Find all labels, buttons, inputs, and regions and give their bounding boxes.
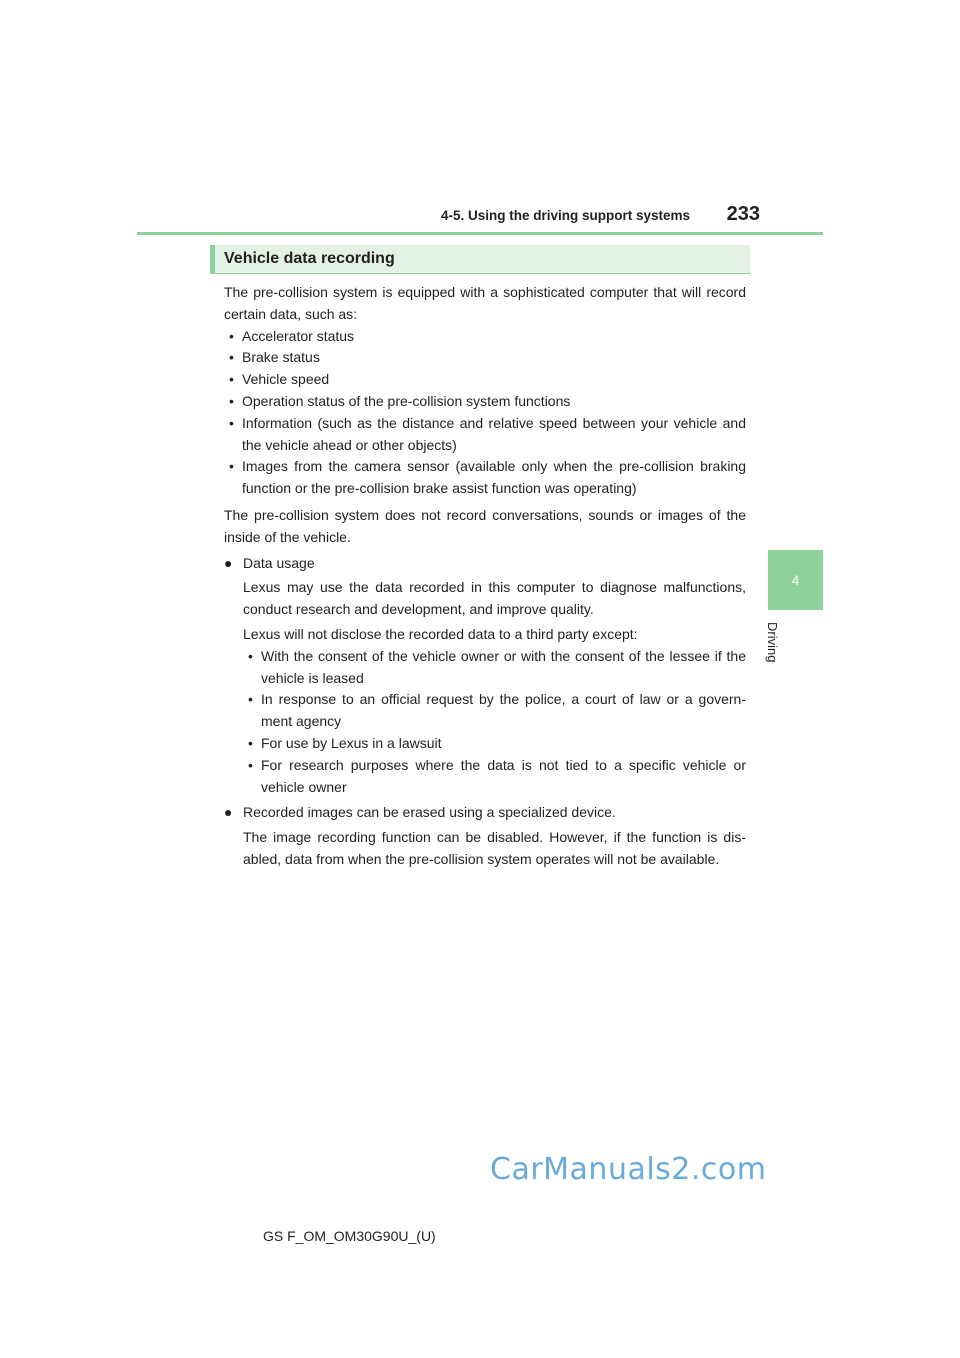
- bullet-dot-icon: ●: [224, 804, 233, 821]
- page-number: 233: [726, 203, 760, 225]
- erase-paragraph: The image recording function can be disabled. However, if the function is dis-abled, data from when the pre-collision system operates will not be available.: [243, 829, 746, 867]
- data-usage-body: [224, 577, 746, 798]
- list-item: • Information (such as the distance and relative speed between your vehicle and the vehicle ahead or other objects): [224, 413, 746, 457]
- intro-paragraph: The pre-collision system is equipped with a sophisticated computer that will record certain data, such as:: [224, 284, 746, 322]
- chapter-number: 4: [791, 572, 800, 588]
- list-item: • Images from the camera sensor (available only when the pre-collision braking function or the pre-collision brake assist function was operating): [224, 456, 746, 500]
- footer-code: GS F_OM_OM30G90U_(U): [263, 1228, 436, 1244]
- section-heading: [210, 245, 750, 273]
- running-header: 4-5. Using the driving support systems: [440, 208, 690, 223]
- section-title: Vehicle data recording: [224, 250, 395, 267]
- no-record-note: The pre-collision system does not record conversations, sounds or images of the inside of the vehicle.: [224, 506, 746, 545]
- bullet-dot-icon: ●: [224, 554, 233, 571]
- chapter-tab: [768, 550, 823, 610]
- header-rule: [137, 232, 823, 235]
- main-content: [224, 282, 746, 871]
- list-item: • For use by Lexus in a lawsuit: [243, 733, 746, 755]
- list-item: • In response to an official request by the police, a court of law or a govern-ment agency: [243, 689, 746, 733]
- erase-title: Recorded images can be erased using a specialized device.: [243, 804, 616, 821]
- data-usage-paragraph: Lexus may use the data recorded in this computer to diagnose malfunctions, conduct research and development, and improve quality.: [243, 579, 746, 618]
- recorded-items-list: [224, 326, 746, 500]
- data-usage-title: Data usage: [243, 554, 315, 571]
- erase-body: [224, 827, 746, 871]
- heading-underline: [210, 273, 750, 274]
- list-item: • Operation status of the pre-collision system functions: [224, 391, 746, 413]
- exceptions-list: [243, 646, 746, 799]
- list-item: • For research purposes where the data is not tied to a specific vehicle or vehicle owner: [243, 755, 746, 799]
- chapter-title: Driving: [765, 622, 780, 663]
- list-item: • Vehicle speed: [224, 369, 746, 391]
- disclosure-paragraph: Lexus will not disclose the recorded data to a third party except:: [243, 625, 638, 642]
- list-item: • Brake status: [224, 347, 746, 369]
- list-item: • Accelerator status: [224, 326, 746, 348]
- watermark-logo: CarManuals2.com: [490, 1152, 767, 1187]
- erase-heading: [224, 802, 746, 824]
- data-usage-heading: [224, 553, 746, 575]
- list-item: • With the consent of the vehicle owner or with the consent of the lessee if the vehicle is leased: [243, 646, 746, 690]
